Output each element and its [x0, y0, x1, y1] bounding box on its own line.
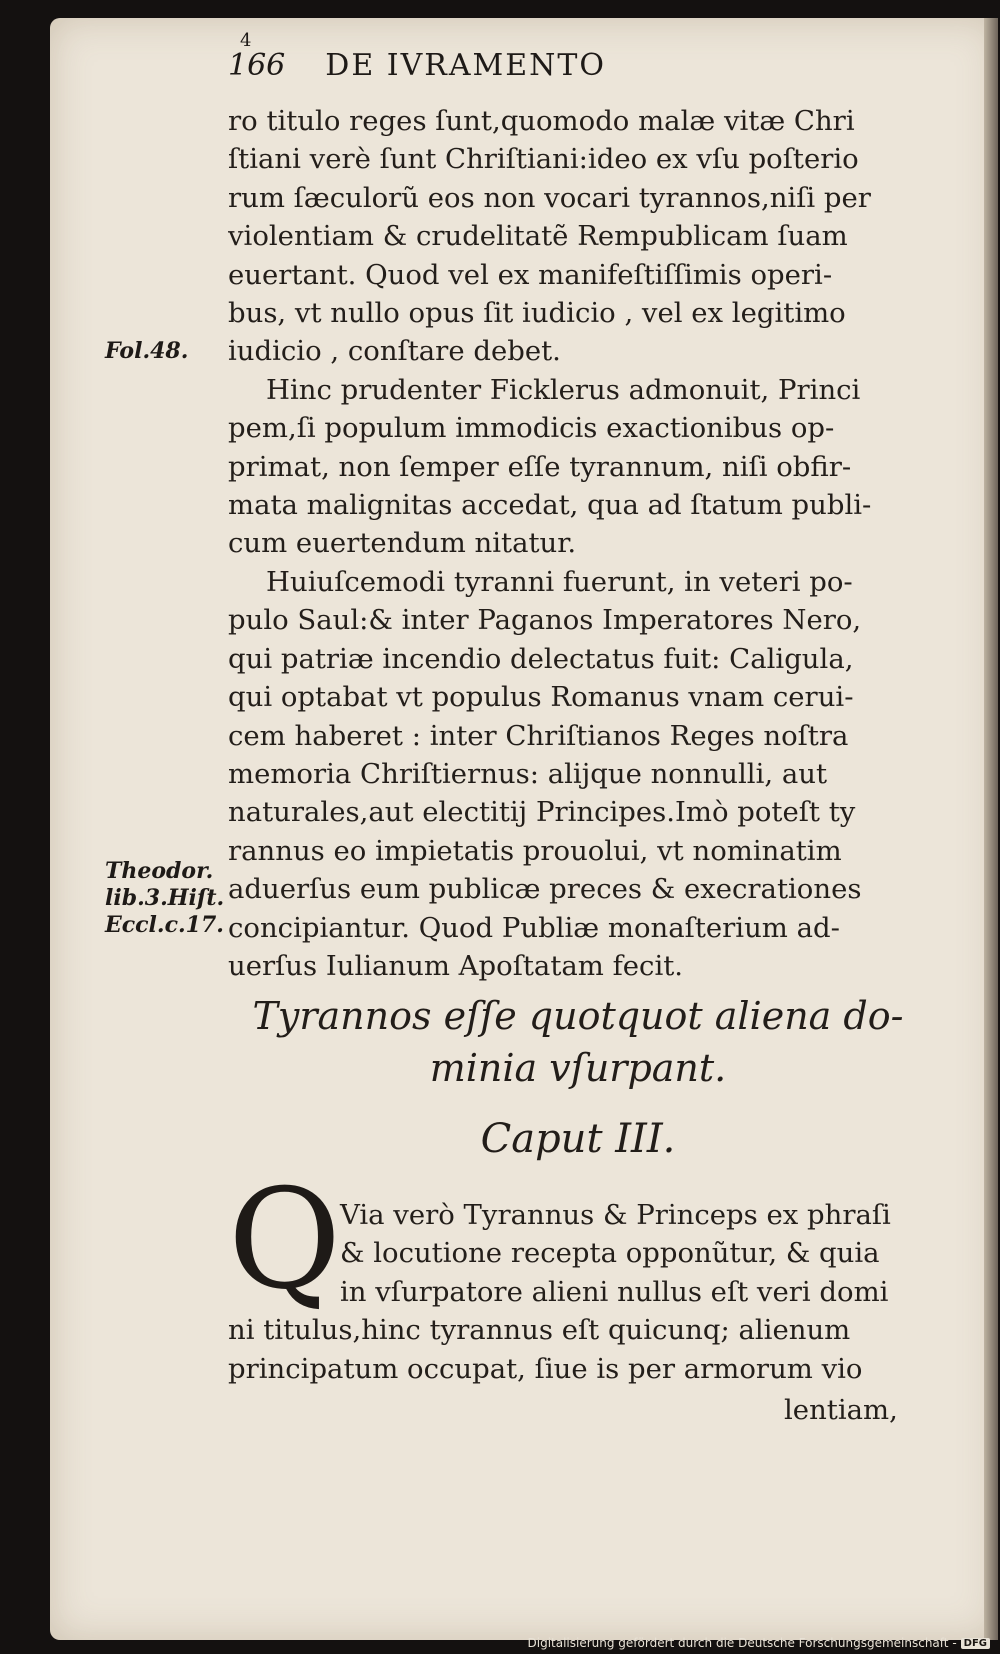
digitization-footer — [528, 1636, 991, 1650]
chapter-title-line: Tyrannos eſſe quotquot aliena do- — [252, 994, 904, 1038]
chapter-text — [228, 1196, 894, 1388]
text-line: naturales,aut electitij Principes.Imò poteſt ty — [228, 796, 856, 829]
text-line: pem,ſi populum immodicis exactionibus op- — [228, 412, 835, 445]
chapter-title — [228, 990, 928, 1094]
text-line: principatum occupat, ſiue is per armorum vio — [228, 1352, 863, 1385]
catchword: lentiam, — [784, 1394, 898, 1426]
dfg-logo-icon: DFG — [961, 1638, 990, 1649]
text-line: mata malignitas accedat, qua ad ſtatum publi- — [228, 489, 872, 522]
text-line: concipiantur. Quod Publiæ monaſterium ad- — [228, 911, 840, 944]
text-line: in vſurpatore alieni nullus eſt veri domi — [340, 1275, 889, 1308]
margin-note-line: Theodor. — [105, 858, 214, 884]
text-line: Via verò Tyrannus & Princeps ex phraſi — [340, 1199, 891, 1231]
signature-mark: 4 — [240, 30, 252, 51]
text-line: iudicio , conſtare debet. — [228, 335, 561, 368]
text-line: cum euertendum nitatur. — [228, 527, 577, 560]
text-line: uerſus Iulianum Apoſtatam fecit. — [228, 949, 684, 982]
page-edge — [984, 18, 998, 1640]
text-line: euertant. Quod vel ex manifeſtiſſimis operi- — [228, 258, 833, 291]
text-line: violentiam & crudelitatẽ Rempublicam ſuam — [228, 220, 848, 253]
text-line: memoria Chriſtiernus: alijque nonnulli, aut — [228, 757, 828, 790]
margin-note-line: Eccl.c.17. — [105, 912, 224, 938]
drop-capital: Q — [228, 1159, 342, 1320]
chapter-title-line: minia vſurpant. — [429, 1046, 727, 1090]
text-line: bus, vt nullo opus ſit iudicio , vel ex legitimo — [228, 297, 846, 330]
running-header — [228, 48, 808, 83]
running-title: DE IVRAMENTO — [325, 48, 606, 83]
text-line: rum ſæculorũ eos non vocari tyrannos,niſi per — [228, 181, 871, 214]
text-line: aduerſus eum publicæ preces & execrationes — [228, 873, 862, 906]
text-line: cem haberet : inter Chriſtianos Reges noſtra — [228, 719, 849, 752]
page-number: 166 — [228, 48, 286, 83]
text-line: ro titulo reges ſunt,quomodo malæ vitæ Chri — [228, 105, 855, 137]
text-line: & locutione recepta opponũtur, & quia — [340, 1237, 880, 1270]
margin-note-line: lib.3.Hiſt. — [105, 885, 225, 911]
footer-text: Digitalisierung gefördert durch die Deutsche Forschungsgemeinschaft - — [527, 1636, 957, 1650]
margin-note-theodor — [105, 858, 224, 939]
text-line: qui optabat vt populus Romanus vnam cerui- — [228, 681, 854, 714]
text-line: ni titulus,hinc tyrannus eſt quicunq; alienum — [228, 1314, 851, 1347]
text-line: rannus eo impietatis prouolui, vt nominatim — [228, 834, 842, 867]
text-line: Huiuſcemodi tyranni fuerunt, in veteri po- — [266, 565, 853, 598]
text-line: qui patriæ incendio delectatus fuit: Caligula, — [228, 642, 854, 675]
main-text — [228, 102, 894, 985]
text-line: ſtiani verè ſunt Chriſtiani:ideo ex vſu poſterio — [228, 143, 859, 176]
text-line: Hinc prudenter Ficklerus admonuit, Princi — [266, 373, 861, 406]
text-line: primat, non ſemper eſſe tyrannum, niſi obfir- — [228, 450, 852, 483]
chapter-number: Caput III. — [480, 1116, 676, 1162]
text-line: pulo Saul:& inter Paganos Imperatores Nero, — [228, 604, 862, 637]
margin-note-fol: Fol.48. — [105, 338, 189, 364]
